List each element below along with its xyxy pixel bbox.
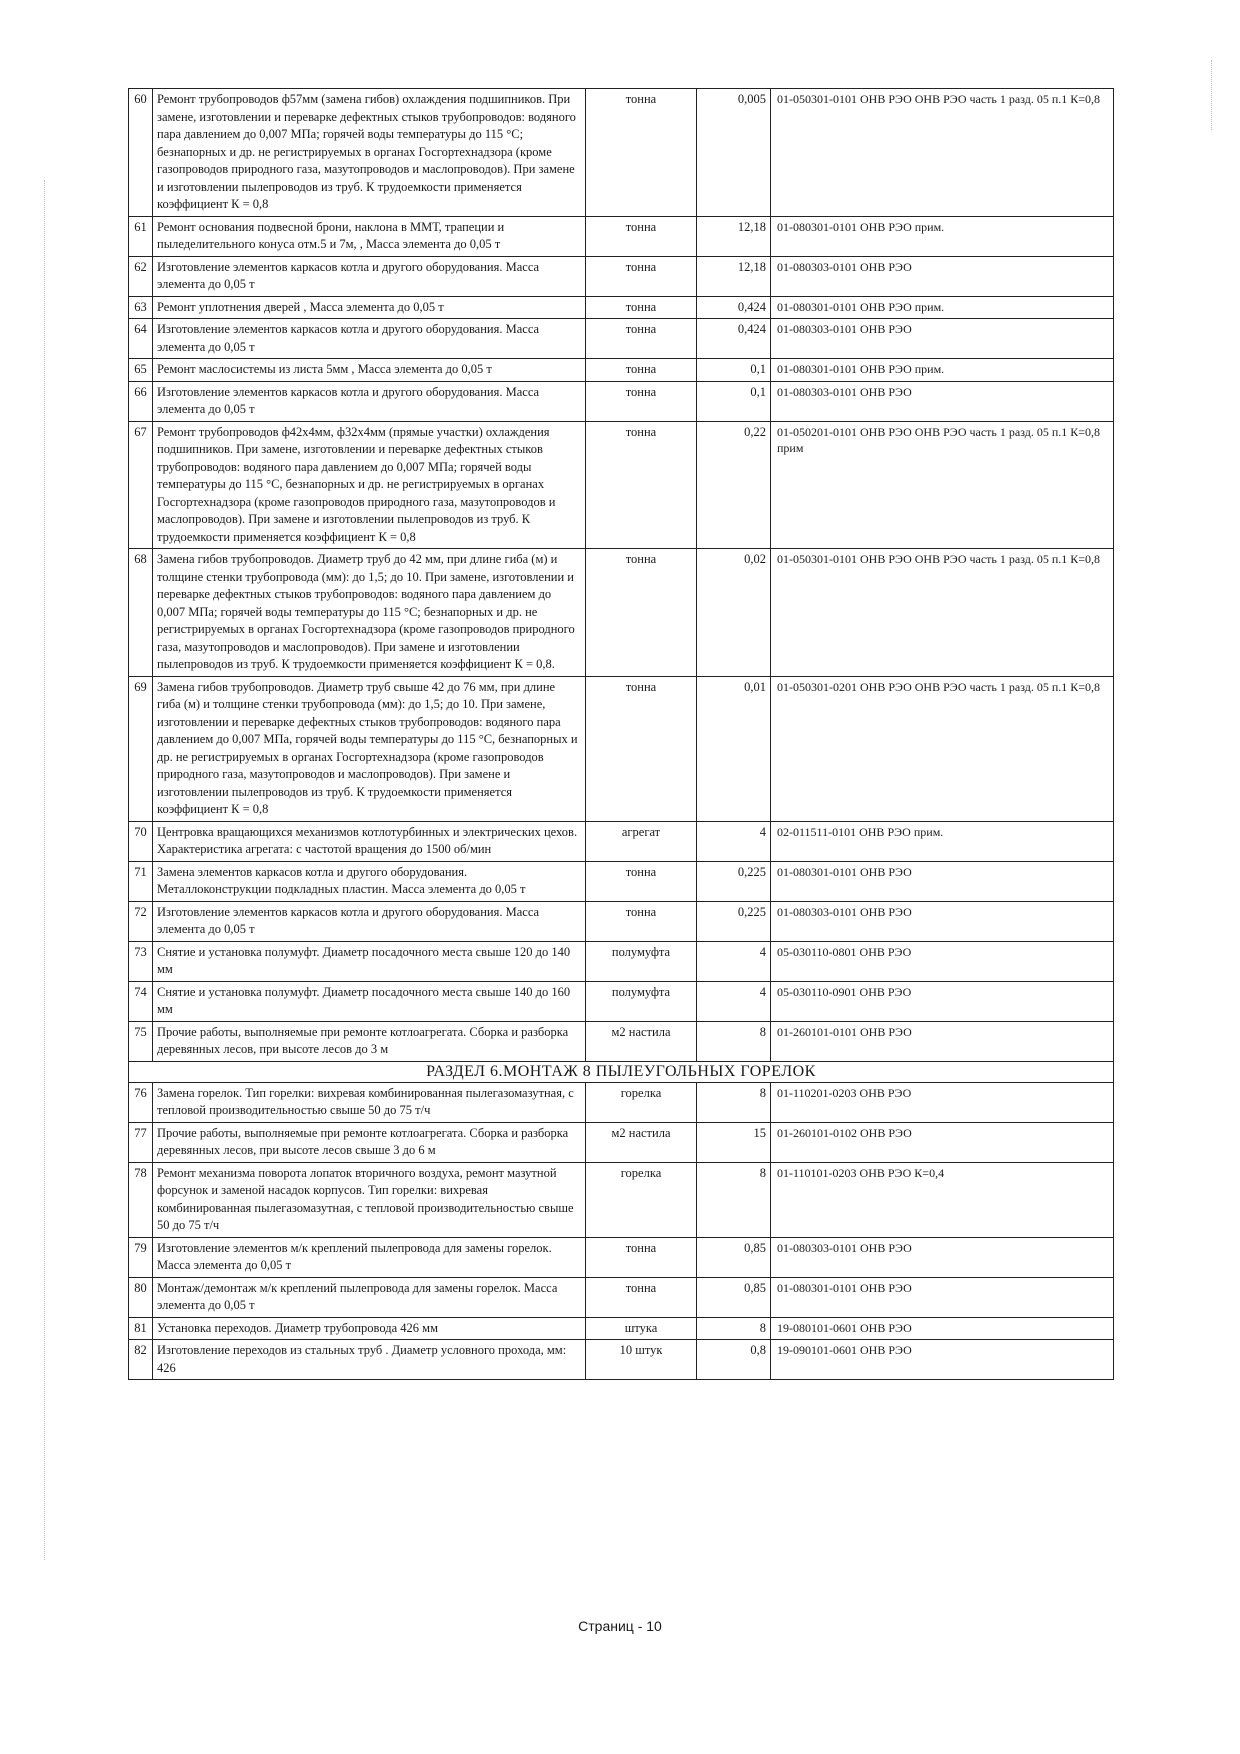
table-row [129, 821, 1114, 861]
row-number: 76 [129, 1082, 153, 1122]
unit-of-measure: полумуфта [586, 941, 697, 981]
table-row [129, 319, 1114, 359]
row-number: 66 [129, 381, 153, 421]
norm-code: 02-011511-0101 ОНВ РЭО прим. [771, 821, 1114, 861]
quantity: 0,424 [697, 296, 771, 319]
row-number: 67 [129, 421, 153, 549]
norm-code: 05-030110-0901 ОНВ РЭО [771, 981, 1114, 1021]
unit-of-measure: 10 штук [586, 1340, 697, 1380]
row-number: 75 [129, 1021, 153, 1061]
unit-of-measure: тонна [586, 256, 697, 296]
table-row [129, 941, 1114, 981]
norm-code: 01-080303-0101 ОНВ РЭО [771, 319, 1114, 359]
unit-of-measure: горелка [586, 1082, 697, 1122]
table-row [129, 1082, 1114, 1122]
work-description: Прочие работы, выполняемые при ремонте котлоагрегата. Сборка и разборка деревянных лесов, при высоте лесов свыше 3 до 6 м [153, 1122, 586, 1162]
row-number: 81 [129, 1317, 153, 1340]
work-description: Ремонт маслосистемы из листа 5мм , Масса элемента до 0,05 т [153, 359, 586, 382]
norm-code: 01-110101-0203 ОНВ РЭО К=0,4 [771, 1162, 1114, 1237]
norm-code: 01-050301-0101 ОНВ РЭО ОНВ РЭО часть 1 разд. 05 п.1 К=0,8 [771, 549, 1114, 677]
work-description: Центровка вращающихся механизмов котлотурбинных и электрических цехов. Характеристика агрегата: с частотой вращения до 1500 об/мин [153, 821, 586, 861]
quantity: 0,02 [697, 549, 771, 677]
row-number: 72 [129, 901, 153, 941]
row-number: 70 [129, 821, 153, 861]
unit-of-measure: штука [586, 1317, 697, 1340]
table-row [129, 381, 1114, 421]
scan-artifact-line [1211, 60, 1212, 130]
work-description: Замена горелок. Тип горелки: вихревая комбинированная пылегазомазутная, с тепловой производительностью свыше 50 до 75 т/ч [153, 1082, 586, 1122]
row-number: 82 [129, 1340, 153, 1380]
norm-code: 19-090101-0601 ОНВ РЭО [771, 1340, 1114, 1380]
quantity: 8 [697, 1317, 771, 1340]
row-number: 62 [129, 256, 153, 296]
norm-code: 01-260101-0102 ОНВ РЭО [771, 1122, 1114, 1162]
work-description: Замена гибов трубопроводов. Диаметр труб до 42 мм, при длине гиба (м) и толщине стенки трубопровода (мм): до 1,5; до 10. При замене, изготовлении и переварке дефектных стыков трубопроводов: водяного пара давлением до 0,007 МПа; горячей воды температуры до 115 °С; безнапорных и др. не регистрируемых в органах Госгортехнадзора (кроме газопроводов природного газа, мазутопроводов и маслопроводов). При замене и изготовлении пылепроводов из труб. К трудоемкости применяется коэффициент К = 0,8. [153, 549, 586, 677]
norm-code: 01-080303-0101 ОНВ РЭО [771, 901, 1114, 941]
norm-code: 01-080301-0101 ОНВ РЭО [771, 1277, 1114, 1317]
norm-code: 01-080301-0101 ОНВ РЭО прим. [771, 216, 1114, 256]
table-row [129, 256, 1114, 296]
quantity: 0,424 [697, 319, 771, 359]
quantity: 0,22 [697, 421, 771, 549]
row-number: 65 [129, 359, 153, 382]
row-number: 73 [129, 941, 153, 981]
unit-of-measure: агрегат [586, 821, 697, 861]
work-description: Снятие и установка полумуфт. Диаметр посадочного места свыше 120 до 140 мм [153, 941, 586, 981]
page-footer: Страниц - 10 [578, 1618, 662, 1634]
row-number: 80 [129, 1277, 153, 1317]
norm-code: 01-050301-0101 ОНВ РЭО ОНВ РЭО часть 1 разд. 05 п.1 К=0,8 [771, 89, 1114, 217]
norm-code: 01-080301-0101 ОНВ РЭО [771, 861, 1114, 901]
row-number: 71 [129, 861, 153, 901]
work-description: Монтаж/демонтаж м/к креплений пылепровода для замены горелок. Масса элемента до 0,05 т [153, 1277, 586, 1317]
norm-code: 01-080301-0101 ОНВ РЭО прим. [771, 359, 1114, 382]
row-number: 63 [129, 296, 153, 319]
unit-of-measure: тонна [586, 89, 697, 217]
row-number: 61 [129, 216, 153, 256]
table-row [129, 861, 1114, 901]
row-number: 69 [129, 676, 153, 821]
work-description: Установка переходов. Диаметр трубопровода 426 мм [153, 1317, 586, 1340]
unit-of-measure: тонна [586, 421, 697, 549]
norm-code: 01-050201-0101 ОНВ РЭО ОНВ РЭО часть 1 разд. 05 п.1 К=0,8 прим [771, 421, 1114, 549]
unit-of-measure: тонна [586, 216, 697, 256]
table-row [129, 1162, 1114, 1237]
table-row [129, 901, 1114, 941]
unit-of-measure: тонна [586, 359, 697, 382]
work-description: Изготовление элементов каркасов котла и другого оборудования. Масса элемента до 0,05 т [153, 256, 586, 296]
quantity: 0,85 [697, 1237, 771, 1277]
work-description: Изготовление элементов каркасов котла и другого оборудования. Масса элемента до 0,05 т [153, 319, 586, 359]
row-number: 68 [129, 549, 153, 677]
section-header-row [129, 1061, 1114, 1082]
quantity: 0,1 [697, 381, 771, 421]
quantity: 8 [697, 1021, 771, 1061]
table-row [129, 1340, 1114, 1380]
quantity: 0,01 [697, 676, 771, 821]
norm-code: 19-080101-0601 ОНВ РЭО [771, 1317, 1114, 1340]
quantity: 12,18 [697, 256, 771, 296]
table-row [129, 359, 1114, 382]
quantity: 8 [697, 1082, 771, 1122]
unit-of-measure: тонна [586, 676, 697, 821]
table-row [129, 89, 1114, 217]
work-description: Изготовление элементов каркасов котла и другого оборудования. Масса элемента до 0,05 т [153, 901, 586, 941]
quantity: 0,8 [697, 1340, 771, 1380]
unit-of-measure: тонна [586, 1277, 697, 1317]
work-description: Ремонт трубопроводов ф42х4мм, ф32х4мм (прямые участки) охлаждения подшипников. При замене, изготовлении и переварке дефектных стыков трубопроводов: водяного пара давлением до 0,007 МПа; горячей воды температуры до 115 °С, безнапорных и др. не регистрируемых в органах Госгортехнадзора (кроме газопроводов природного газа, мазутопроводов и маслопроводов). При замене и изготовлении пылепроводов из труб. К трудоемкости применяется коэффициент К = 0,8 [153, 421, 586, 549]
work-description: Ремонт уплотнения дверей , Масса элемента до 0,05 т [153, 296, 586, 319]
section-title: РАЗДЕЛ 6.МОНТАЖ 8 ПЫЛЕУГОЛЬНЫХ ГОРЕЛОК [129, 1061, 1114, 1082]
row-number: 77 [129, 1122, 153, 1162]
quantity: 4 [697, 981, 771, 1021]
work-description: Прочие работы, выполняемые при ремонте котлоагрегата. Сборка и разборка деревянных лесов, при высоте лесов до 3 м [153, 1021, 586, 1061]
table-row [129, 421, 1114, 549]
unit-of-measure: горелка [586, 1162, 697, 1237]
estimate-table-body [129, 89, 1114, 1380]
unit-of-measure: тонна [586, 549, 697, 677]
quantity: 0,225 [697, 901, 771, 941]
norm-code: 01-080303-0101 ОНВ РЭО [771, 381, 1114, 421]
estimate-table [128, 88, 1114, 1380]
work-description: Снятие и установка полумуфт. Диаметр посадочного места свыше 140 до 160 мм [153, 981, 586, 1021]
quantity: 8 [697, 1162, 771, 1237]
table-row [129, 1317, 1114, 1340]
quantity: 15 [697, 1122, 771, 1162]
norm-code: 01-080303-0101 ОНВ РЭО [771, 256, 1114, 296]
unit-of-measure: м2 настила [586, 1122, 697, 1162]
quantity: 4 [697, 941, 771, 981]
estimate-sheet [128, 88, 1113, 1380]
quantity: 0,85 [697, 1277, 771, 1317]
table-row [129, 1122, 1114, 1162]
work-description: Изготовление переходов из стальных труб . Диаметр условного прохода, мм: 426 [153, 1340, 586, 1380]
work-description: Ремонт механизма поворота лопаток вторичного воздуха, ремонт мазутной форсунок и заменой насадок корпусов. Тип горелки: вихревая комбинированная пылегазомазутная, с тепловой производительностью свыше 50 до 75 т/ч [153, 1162, 586, 1237]
norm-code: 01-080303-0101 ОНВ РЭО [771, 1237, 1114, 1277]
unit-of-measure: тонна [586, 319, 697, 359]
unit-of-measure: тонна [586, 381, 697, 421]
table-row [129, 1237, 1114, 1277]
work-description: Замена гибов трубопроводов. Диаметр труб свыше 42 до 76 мм, при длине гиба (м) и толщине стенки трубопровода (мм): до 1,5; до 10. При замене, изготовлении и переварке дефектных стыков трубопроводов: водяного пара давлением до 0,007 МПа, горячей воды температуры до 115 °С, безнапорных и др. не регистрируемых в органах Госгортехнадзора (кроме газопроводов природного газа, мазутопроводов и маслопроводов). При замене и изготовлении пылепроводов из труб. К трудоемкости применяется коэффициент К = 0,8 [153, 676, 586, 821]
row-number: 60 [129, 89, 153, 217]
table-row [129, 296, 1114, 319]
work-description: Ремонт основания подвесной брони, наклона в ММТ, трапеции и пыледелительного конуса отм.5 и 7м, , Масса элемента до 0,05 т [153, 216, 586, 256]
unit-of-measure: тонна [586, 861, 697, 901]
norm-code: 01-050301-0201 ОНВ РЭО ОНВ РЭО часть 1 разд. 05 п.1 К=0,8 [771, 676, 1114, 821]
work-description: Замена элементов каркасов котла и другого оборудования. Металлоконструкции подкладных пластин. Масса элемента до 0,05 т [153, 861, 586, 901]
table-row [129, 981, 1114, 1021]
unit-of-measure: тонна [586, 1237, 697, 1277]
unit-of-measure: полумуфта [586, 981, 697, 1021]
row-number: 64 [129, 319, 153, 359]
norm-code: 05-030110-0801 ОНВ РЭО [771, 941, 1114, 981]
quantity: 12,18 [697, 216, 771, 256]
table-row [129, 549, 1114, 677]
unit-of-measure: тонна [586, 901, 697, 941]
unit-of-measure: м2 настила [586, 1021, 697, 1061]
work-description: Изготовление элементов м/к креплений пылепровода для замены горелок. Масса элемента до 0,05 т [153, 1237, 586, 1277]
row-number: 78 [129, 1162, 153, 1237]
table-row [129, 1277, 1114, 1317]
quantity: 0,005 [697, 89, 771, 217]
quantity: 0,1 [697, 359, 771, 382]
table-row [129, 676, 1114, 821]
quantity: 4 [697, 821, 771, 861]
work-description: Изготовление элементов каркасов котла и другого оборудования. Масса элемента до 0,05 т [153, 381, 586, 421]
scan-artifact-line [44, 180, 45, 1560]
norm-code: 01-260101-0101 ОНВ РЭО [771, 1021, 1114, 1061]
work-description: Ремонт трубопроводов ф57мм (замена гибов) охлаждения подшипников. При замене, изготовлении и переварке дефектных стыков трубопроводов: водяного пара давлением до 0,007 МПа; горячей воды температуры до 115 °С; безнапорных и др. не регистрируемых в органах Госгортехнадзора (кроме газопроводов природного газа, мазутопроводов и маслопроводов). При замене и изготовлении пылепроводов из труб. К трудоемкости применяется коэффициент К = 0,8 [153, 89, 586, 217]
table-row [129, 216, 1114, 256]
row-number: 79 [129, 1237, 153, 1277]
unit-of-measure: тонна [586, 296, 697, 319]
norm-code: 01-110201-0203 ОНВ РЭО [771, 1082, 1114, 1122]
quantity: 0,225 [697, 861, 771, 901]
row-number: 74 [129, 981, 153, 1021]
norm-code: 01-080301-0101 ОНВ РЭО прим. [771, 296, 1114, 319]
table-row [129, 1021, 1114, 1061]
